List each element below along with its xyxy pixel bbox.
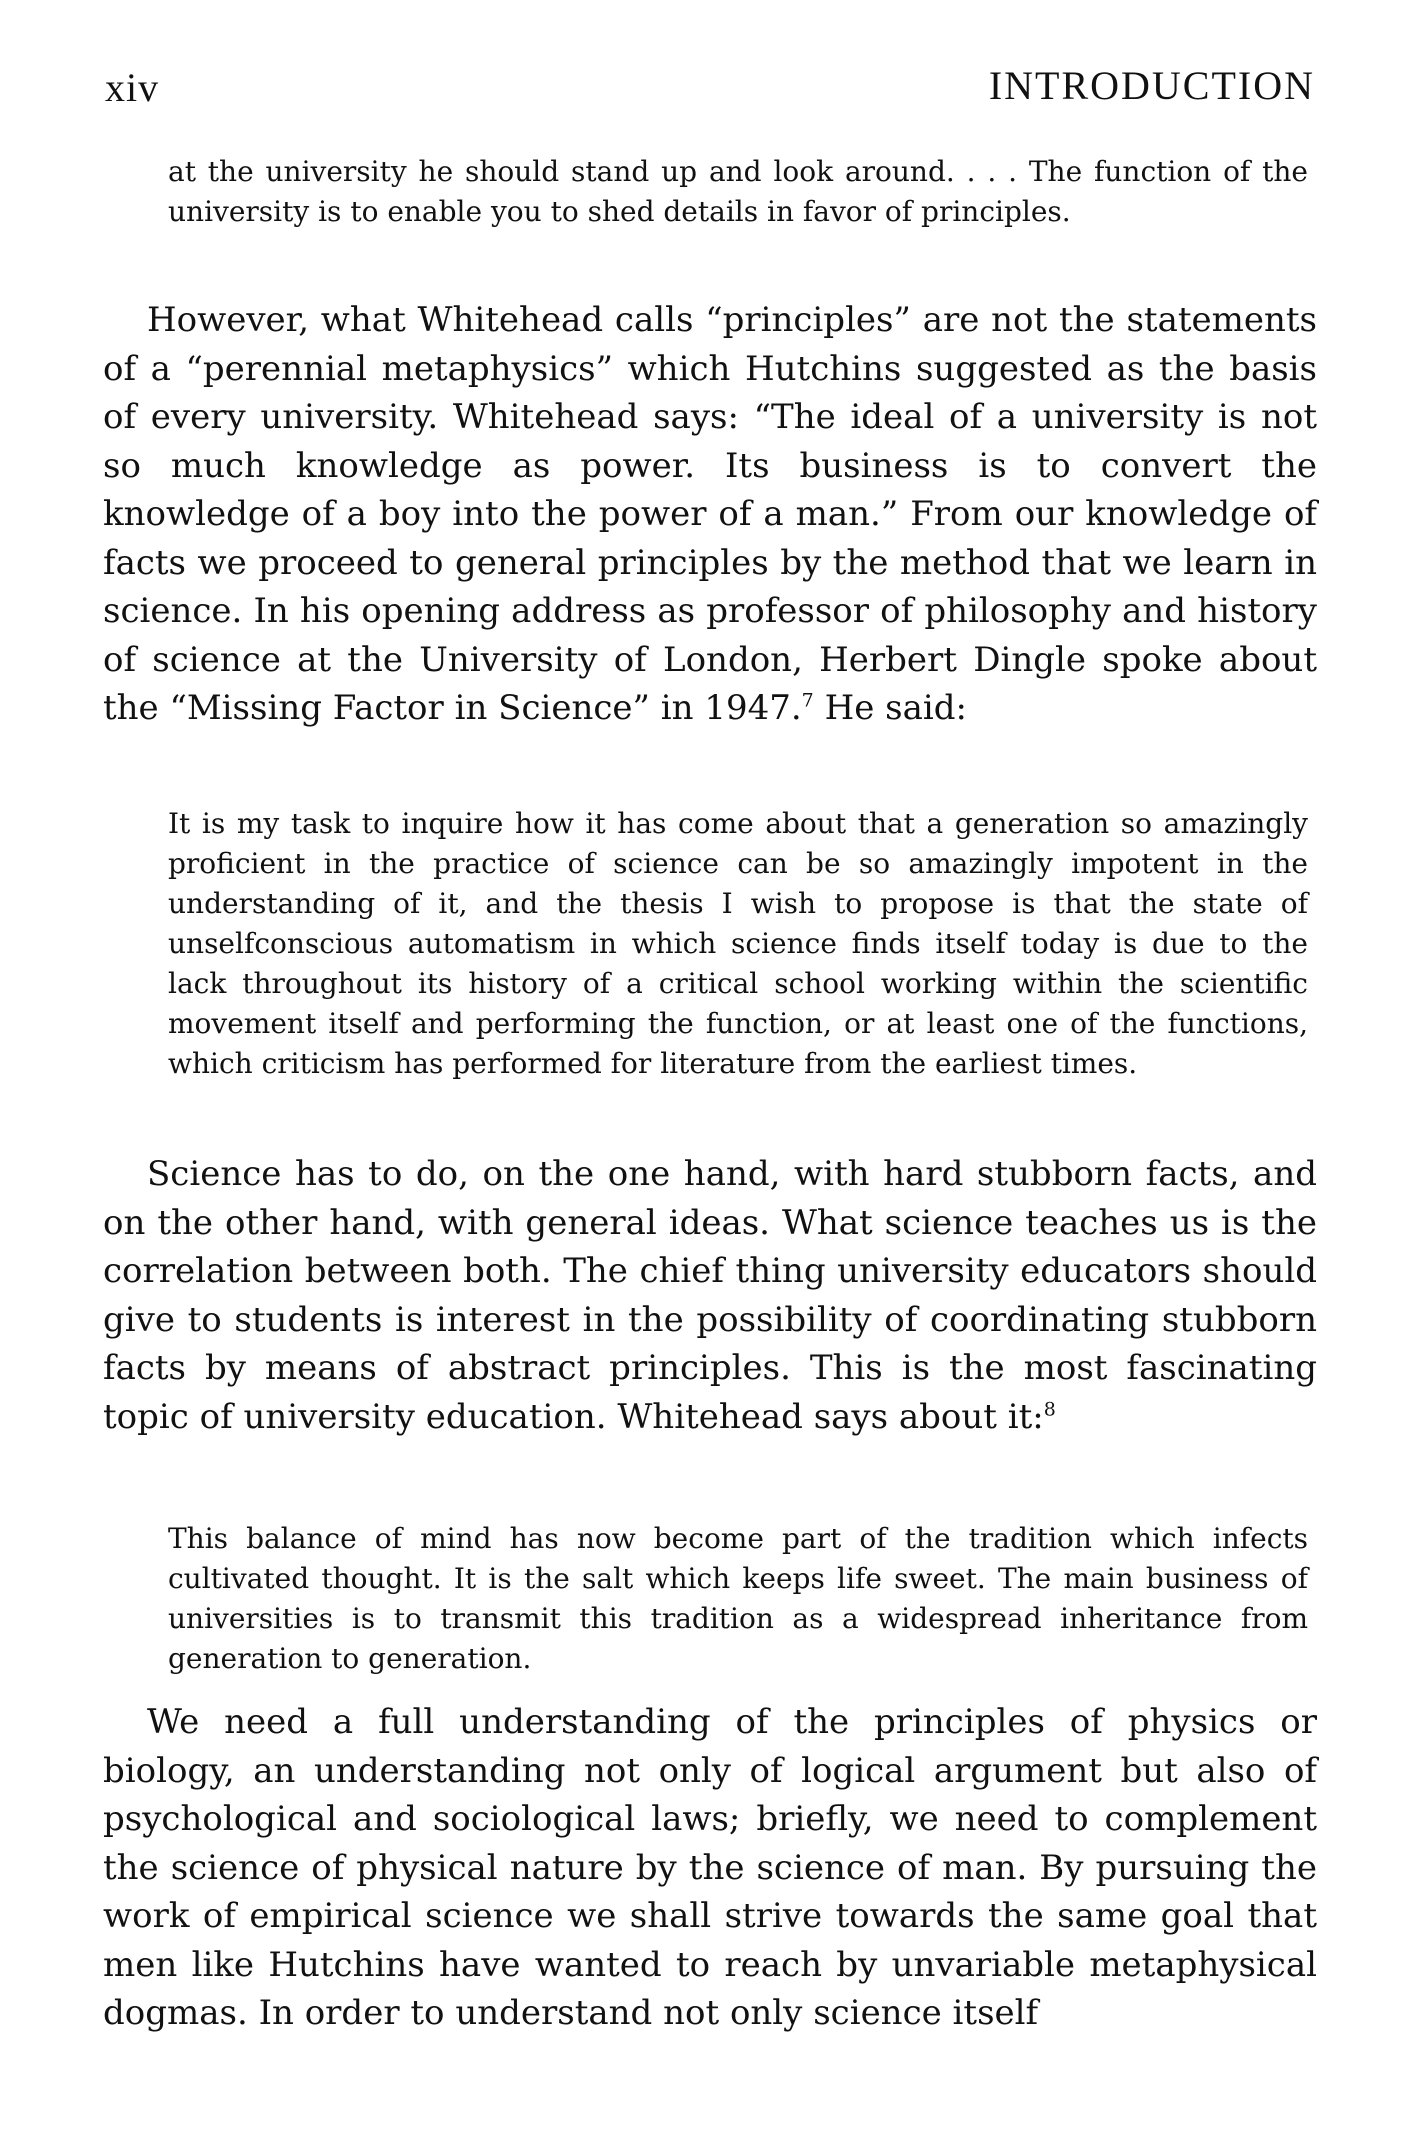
paragraph-1-text: However, what Whitehead calls “principles” are not the statements of a “perennial metaphysics” which Hutchins suggested as the basis of every university. Whitehead says: “The ideal of a university is not so much knowledge as power. Its business is to convert the knowledge of a boy into the power of a man.” From our knowledge of facts we proceed to general principles by the method that we learn in science. In his opening address as professor of philosophy and history of science at the University of London, Herbert Dingle spoke about the “Missing Factor in Science” in 1947. bbox=[103, 300, 1317, 728]
running-head: INTRODUCTION bbox=[988, 63, 1315, 108]
page-header bbox=[105, 58, 1315, 118]
paragraph-1-tail: He said: bbox=[813, 688, 967, 728]
footnote-marker-7: 7 bbox=[801, 689, 814, 712]
quote-continued: at the university he should stand up and look around. . . . The function of the university is to enable you to shed details in favor of principles. bbox=[168, 155, 1308, 228]
quote-whitehead: This balance of mind has now become part of the tradition which infects cultivated thought. It is the salt which keeps life sweet. The main business of universities is to transmit this tradition as a widespread inheritance from generation to generation. bbox=[168, 1522, 1308, 1675]
paragraph-1 bbox=[103, 296, 1317, 733]
footnote-marker-8: 8 bbox=[1043, 1398, 1056, 1421]
paragraph-2-text: Science has to do, on the one hand, with hard stubborn facts, and on the other hand, with general ideas. What science teaches us is the correlation between both. The chief thing university educators should give to students is interest in the possibility of coordinating stubborn facts by means of abstract principles. This is the most fascinating topic of university education. Whitehead says about it: bbox=[103, 1154, 1317, 1437]
quote-dingle: It is my task to inquire how it has come about that a generation so amazingly proficient in the practice of science can be so amazingly impotent in the understanding of it, and the thesis I wish to propose is that the state of unselfconscious automatism in which science finds itself today is due to the lack throughout its history of a critical school working within the scientific movement itself and performing the function, or at least one of the functions, which criticism has performed for literature from the earliest times. bbox=[168, 807, 1308, 1080]
paragraph-2 bbox=[103, 1150, 1317, 1441]
paragraph-3: We need a full understanding of the principles of physics or biology, an understanding not only of logical argument but also of psychological and sociological laws; briefly, we need to complement the science of physical nature by the science of man. By pursuing the work of empirical science we shall strive towards the same goal that men like Hutchins have wanted to reach by unvariable metaphysical dogmas. In order to understand not only science itself bbox=[103, 1702, 1317, 2033]
page-number: xiv bbox=[105, 65, 160, 110]
